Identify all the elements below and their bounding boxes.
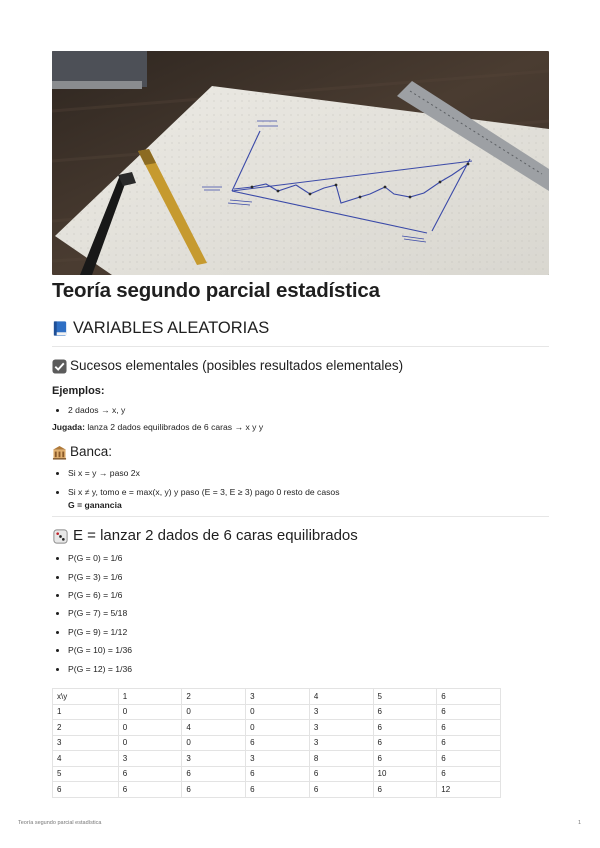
banca-list <box>52 464 549 501</box>
list-item: • P(G = 10) = 1/36 <box>68 641 549 659</box>
table-cell: 3 <box>309 704 373 720</box>
list-item: • P(G = 9) = 1/12 <box>68 623 549 641</box>
table-cell: 6 <box>246 735 310 751</box>
jugada-label: Jugada: <box>52 422 85 433</box>
cover-image <box>52 51 549 275</box>
table-cell: 6 <box>373 720 437 736</box>
section-heading-variables <box>52 316 549 340</box>
table-cell: 0 <box>246 720 310 736</box>
list-item: • P(G = 7) = 5/18 <box>68 604 549 622</box>
table-cell: 0 <box>182 735 246 751</box>
table-cell: 12 <box>437 782 501 798</box>
page-number: 1 <box>577 820 581 826</box>
table-cell: 0 <box>118 704 182 720</box>
probability-list <box>52 549 549 678</box>
table-cell: 6 <box>437 704 501 720</box>
examples-list <box>52 401 549 419</box>
examples-label: Ejemplos: <box>52 385 105 397</box>
table-cell: 3 <box>309 735 373 751</box>
jugada-paragraph <box>52 421 549 434</box>
table-row <box>53 689 501 705</box>
table-cell: 6 <box>246 766 310 782</box>
list-item: • P(G = 6) = 1/6 <box>68 586 549 604</box>
table-cell: 10 <box>373 766 437 782</box>
list-item: • 2 dados → x, y <box>68 401 549 419</box>
table-cell: x\y <box>53 689 119 705</box>
table-cell: 6 <box>373 735 437 751</box>
page-footer-title: Teoría segundo parcial estadística <box>18 820 102 826</box>
divider <box>52 516 549 517</box>
table-cell: 6 <box>437 689 501 705</box>
table-cell: 6 <box>182 766 246 782</box>
table-cell: 2 <box>182 689 246 705</box>
check-box-icon <box>52 359 67 374</box>
table-cell: 3 <box>246 689 310 705</box>
table-cell: 0 <box>182 704 246 720</box>
die-icon <box>52 528 69 545</box>
table-cell: 3 <box>53 735 119 751</box>
section-heading-label: VARIABLES ALEATORIAS <box>73 319 270 337</box>
table-row <box>53 735 501 751</box>
table-cell: 6 <box>437 766 501 782</box>
table-cell: 8 <box>309 751 373 767</box>
table-cell: 6 <box>53 782 119 798</box>
bank-icon <box>52 445 67 460</box>
table-cell: 6 <box>118 782 182 798</box>
list-item: • P(G = 3) = 1/6 <box>68 568 549 586</box>
table-cell: 3 <box>246 751 310 767</box>
table-row <box>53 751 501 767</box>
table-cell: 0 <box>118 720 182 736</box>
table-cell: 1 <box>53 704 119 720</box>
table-cell: 5 <box>53 766 119 782</box>
table-cell: 6 <box>437 751 501 767</box>
table-cell: 6 <box>118 766 182 782</box>
table-cell: 0 <box>118 735 182 751</box>
table-row <box>53 766 501 782</box>
list-item: • Si x = y → paso 2x <box>68 464 549 482</box>
table-cell: 0 <box>246 704 310 720</box>
divider <box>52 346 549 347</box>
page-title: Teoría segundo parcial estadística <box>52 279 380 302</box>
subheading-label: Sucesos elementales (posibles resultados elementales) <box>70 358 404 373</box>
ganancia-note: G = ganancia <box>68 500 122 511</box>
table-cell: 4 <box>182 720 246 736</box>
jugada-text: lanza 2 dados equilibrados de 6 caras → x y y <box>84 422 264 433</box>
table-row <box>53 782 501 798</box>
table-cell: 5 <box>373 689 437 705</box>
list-item: • P(G = 12) = 1/36 <box>68 660 549 678</box>
table-cell: 3 <box>182 751 246 767</box>
table-row <box>53 704 501 720</box>
section-heading-dados <box>52 524 549 548</box>
gain-table <box>52 688 501 798</box>
table-cell: 6 <box>309 782 373 798</box>
subheading-label: Banca: <box>70 444 113 460</box>
section-heading-label: E = lanzar 2 dados de 6 caras equilibrados <box>73 527 358 545</box>
list-item: • Si x ≠ y, tomo e = max(x, y) y paso (E = 3, E ≥ 3) pago 0 resto de casos <box>68 483 549 501</box>
table-cell: 2 <box>53 720 119 736</box>
table-cell: 6 <box>373 704 437 720</box>
subheading-banca <box>52 442 549 462</box>
blue-book-icon <box>52 320 69 337</box>
table-cell: 6 <box>437 735 501 751</box>
table-cell: 4 <box>53 751 119 767</box>
table-cell: 6 <box>246 782 310 798</box>
subheading-sucesos <box>52 356 549 376</box>
table-cell: 3 <box>118 751 182 767</box>
table-row <box>53 720 501 736</box>
table-cell: 1 <box>118 689 182 705</box>
table-cell: 3 <box>309 720 373 736</box>
list-item: • P(G = 0) = 1/6 <box>68 549 549 567</box>
table-cell: 6 <box>182 782 246 798</box>
table-cell: 6 <box>437 720 501 736</box>
table-cell: 6 <box>309 766 373 782</box>
table-cell: 6 <box>373 782 437 798</box>
table-cell: 4 <box>309 689 373 705</box>
document-page <box>52 51 549 798</box>
table-cell: 6 <box>373 751 437 767</box>
